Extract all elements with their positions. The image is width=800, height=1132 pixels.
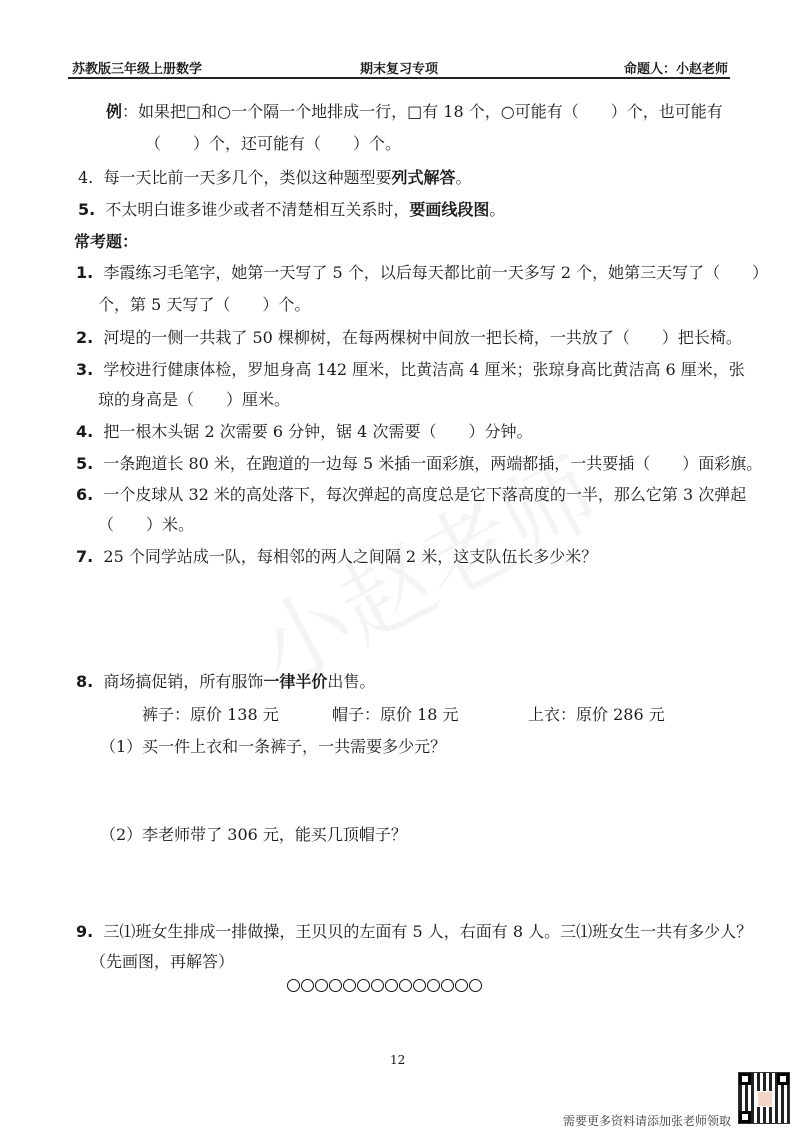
diagram-circle	[287, 979, 300, 992]
tip-emphasis: 要画线段图	[409, 200, 490, 219]
question-text: 25 个同学站成一队，每相邻的两人之间隔 2 米，这支队伍长多少米？	[103, 547, 598, 566]
tip-4	[78, 168, 471, 188]
diagram-circle	[315, 979, 328, 992]
diagram-circle	[357, 979, 370, 992]
question-6-line-2: （ ）米。	[98, 515, 195, 534]
diagram-circle	[385, 979, 398, 992]
tip-number: 5.	[78, 200, 96, 219]
question-text: 把一根木头锯 2 次需要 6 分钟，锯 4 次需要（ ）分钟。	[103, 422, 533, 441]
diagram-circle	[427, 979, 440, 992]
question-number: 2.	[76, 328, 94, 347]
tip-number: 4.	[78, 168, 94, 187]
question-1-line-1	[76, 263, 768, 283]
page-header	[68, 57, 730, 79]
question-8-sub-1: （1）买一件上衣和一条裤子，一共需要多少元？	[100, 737, 447, 756]
question-2	[76, 328, 742, 348]
tip-5	[78, 200, 505, 220]
example-line-2: （ ）个，还可能有（ ）个。	[145, 134, 402, 153]
qr-finder-top-left	[739, 1073, 751, 1085]
example-text-1: ：如果把□和○一个隔一个地排成一行，□有 18 个，○可能有（ ）个，也可能有	[122, 102, 723, 121]
diagram-circle	[371, 979, 384, 992]
diagram-circle	[343, 979, 356, 992]
tip-text: 不太明白谁多谁少或者不清楚相互关系时，	[105, 200, 410, 219]
page-number: 12	[390, 1053, 406, 1067]
diagram-circle	[399, 979, 412, 992]
question-1-line-2: 个，第 5 天写了（ ）个。	[98, 295, 311, 314]
section-title: 常考题：	[74, 232, 139, 251]
footer-note: 需要更多资料请添加张老师领取	[563, 1114, 732, 1128]
question-number: 6.	[76, 485, 94, 504]
price-jacket: 上衣：原价 286 元	[528, 705, 665, 724]
price-pants: 裤子：原价 138 元	[142, 705, 279, 724]
question-3-line-2: 琼的身高是（ ）厘米。	[98, 390, 291, 409]
qr-avatar-logo	[757, 1091, 773, 1107]
question-text: 一个皮球从 32 米的高处落下，每次弹起的高度总是它下落高度的一半，那么它第 3 次弹起	[103, 485, 747, 504]
question-text: 河堤的一侧一共栽了 50 棵柳树，在每两棵树中间放一把长椅，一共放了（ ）把长椅。	[103, 328, 742, 347]
question-text: 学校进行健康体检，罗旭身高 142 厘米，比黄洁高 4 厘米；张琼身高比黄洁高 6 厘米，张	[103, 360, 745, 379]
question-number: 3.	[76, 360, 94, 379]
qr-finder-bottom-left	[739, 1111, 751, 1123]
question-number: 5.	[76, 454, 94, 473]
question-number: 7.	[76, 547, 94, 566]
diagram-circle	[413, 979, 426, 992]
question-number: 9.	[76, 922, 94, 941]
question-text: 李霞练习毛笔字，她第一天写了 5 个，以后每天都比前一天多写 2 个，她第三天写了（ ）	[103, 263, 769, 282]
question-7	[76, 547, 597, 567]
question-emphasis: 一律半价	[263, 672, 328, 691]
tip-text-end: 。	[489, 200, 506, 219]
qr-code	[738, 1072, 790, 1124]
diagram-circle	[441, 979, 454, 992]
question-text: 商场搞促销，所有服饰	[103, 672, 264, 691]
price-hat: 帽子：原价 18 元	[332, 705, 459, 724]
question-8-sub-2: （2）李老师带了 306 元，能买几顶帽子？	[100, 825, 407, 844]
question-9-line-1	[76, 922, 752, 942]
tip-text-end: 。	[455, 168, 472, 187]
question-number: 4.	[76, 422, 94, 441]
question-number: 8.	[76, 672, 94, 691]
question-number: 1.	[76, 263, 94, 282]
question-text: 一条跑道长 80 米，在跑道的一边每 5 米插一面彩旗，两端都插，一共要插（ ）面彩旗。	[103, 454, 763, 473]
question-text: 三⑴班女生排成一排做操，王贝贝的左面有 5 人，右面有 8 人。三⑴班女生一共有多少人？	[103, 922, 753, 941]
circle-row-diagram	[287, 979, 482, 992]
diagram-circle	[469, 979, 482, 992]
question-4	[76, 422, 532, 442]
header-author: 命题人：小赵老师	[623, 62, 728, 77]
header-section-title: 期末复习专项	[359, 62, 438, 77]
qr-finder-top-right	[777, 1073, 789, 1085]
question-text-end: 出售。	[327, 672, 376, 691]
tip-emphasis: 列式解答	[391, 168, 456, 187]
question-9-line-2: （先画图，再解答）	[90, 952, 235, 971]
header-book-title: 苏教版三年级上册数学	[72, 62, 203, 77]
example-label: 例	[106, 102, 123, 121]
diagram-circle	[301, 979, 314, 992]
question-8	[76, 672, 375, 692]
question-3-line-1	[76, 360, 745, 380]
tip-text: 每一天比前一天多几个，类似这种题型要	[103, 168, 392, 187]
example-line-1	[106, 102, 723, 122]
diagram-circle	[455, 979, 468, 992]
question-6-line-1	[76, 485, 746, 505]
question-5	[76, 454, 762, 474]
diagram-circle	[329, 979, 342, 992]
